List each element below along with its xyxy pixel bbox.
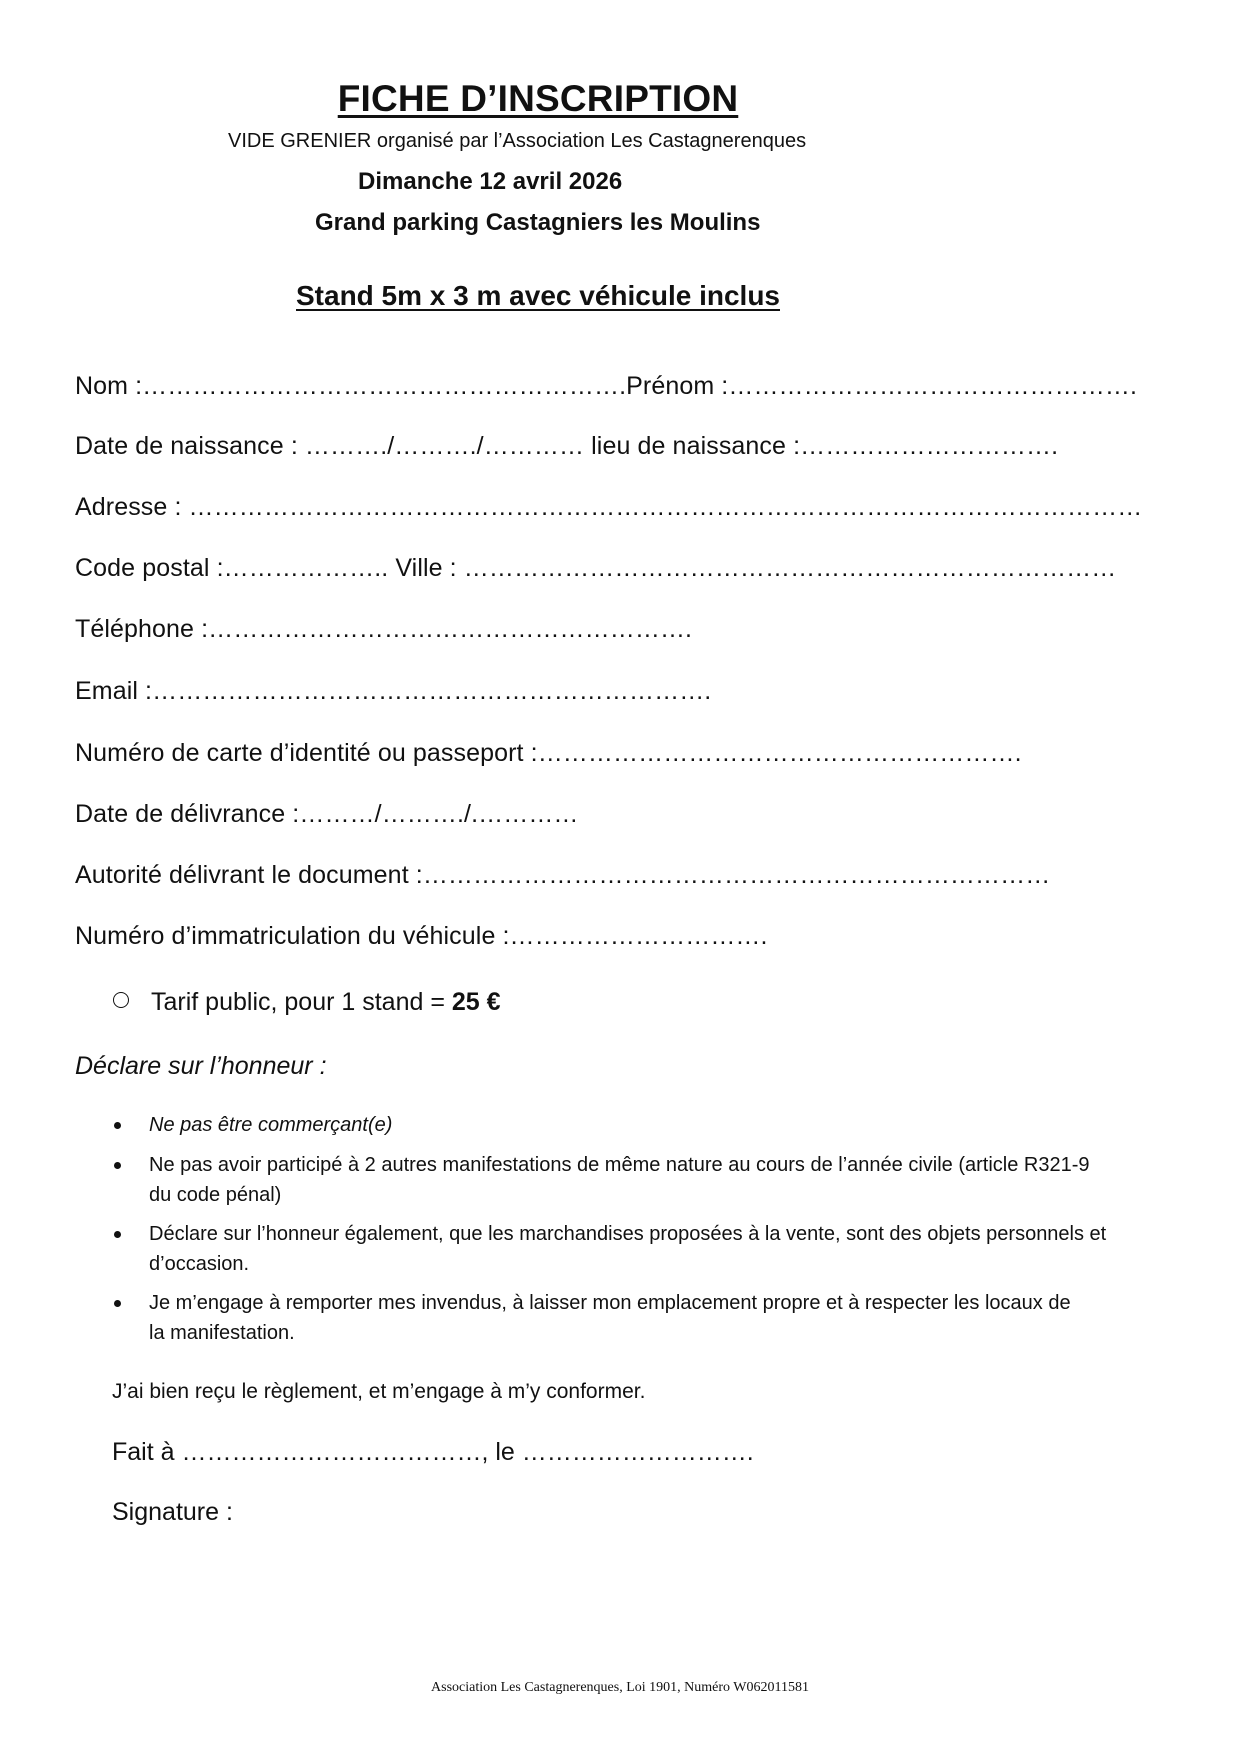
tarif-price: 25 €	[451, 988, 501, 1016]
tarif-label: Tarif public, pour 1 stand =	[151, 988, 452, 1016]
stand-size-heading: Stand 5m x 3 m avec véhicule inclus	[296, 280, 780, 311]
event-place: Grand parking Castagniers les Moulins	[315, 209, 761, 236]
declaration-item-2: Ne pas avoir participé à 2 autres manifestations de même nature au cours de l’année civile (article R321-9 du code pénal)	[149, 1154, 1090, 1206]
telephone-field[interactable]: Téléphone :………………………………………………….	[75, 615, 693, 643]
declaration-item-4: Je m’engage à remporter mes invendus, à laisser mon emplacement propre et à respecter les locaux de la manifestation.	[149, 1292, 1071, 1344]
email-field[interactable]: Email :………………………………………………………….	[75, 677, 712, 705]
date-lieu-naissance-field[interactable]: Date de naissance : ………./………./………… lieu de naissance :………………………….	[75, 432, 1059, 460]
radio-circle-icon[interactable]	[113, 992, 129, 1008]
declaration-item-3: Déclare sur l’honneur également, que les marchandises proposées à la vente, sont des objets personnels et d’occasion.	[149, 1223, 1107, 1275]
fait-a-field[interactable]: Fait à ………………………………, le ……………………….	[112, 1438, 754, 1466]
event-subtitle: VIDE GRENIER organisé par l’Association Les Castagnerenques	[228, 130, 807, 152]
list-item	[112, 1288, 1079, 1348]
nom-prenom-field[interactable]: Nom :………………………………………………….Prénom :………………………………………….	[75, 372, 1137, 400]
code-postal-ville-field[interactable]: Code postal :……………….. Ville : ……………………………………………………………………	[75, 554, 1117, 582]
footer-association: Association Les Castagnerenques, Loi 1901, Numéro W062011581	[431, 1680, 809, 1695]
piece-identite-field[interactable]: Numéro de carte d’identité ou passeport :………………………………………………….	[75, 739, 1022, 767]
adresse-field[interactable]: Adresse : ……………………………………………………………………………………………………	[75, 493, 1143, 521]
date-delivrance-field[interactable]: Date de délivrance :………/………./.…………	[75, 800, 579, 828]
immatriculation-field[interactable]: Numéro d’immatriculation du véhicule :………………………….	[75, 922, 768, 950]
tarif-option[interactable]	[113, 988, 501, 1017]
form-title: FICHE D’INSCRIPTION	[337, 78, 739, 119]
signature-field[interactable]: Signature :	[112, 1498, 233, 1526]
list-item	[112, 1150, 1109, 1210]
declaration-list	[112, 1110, 1112, 1357]
declaration-item-1: Ne pas être commerçant(e)	[149, 1114, 393, 1136]
list-item	[112, 1219, 1109, 1279]
list-item	[112, 1110, 1112, 1141]
declaration-heading: Déclare sur l’honneur :	[75, 1052, 327, 1080]
reglement-statement: J’ai bien reçu le règlement, et m’engage à m’y conformer.	[112, 1380, 646, 1403]
autorite-field[interactable]: Autorité délivrant le document :…………………………………………………………………	[75, 861, 1051, 889]
event-date: Dimanche 12 avril 2026	[358, 168, 623, 195]
